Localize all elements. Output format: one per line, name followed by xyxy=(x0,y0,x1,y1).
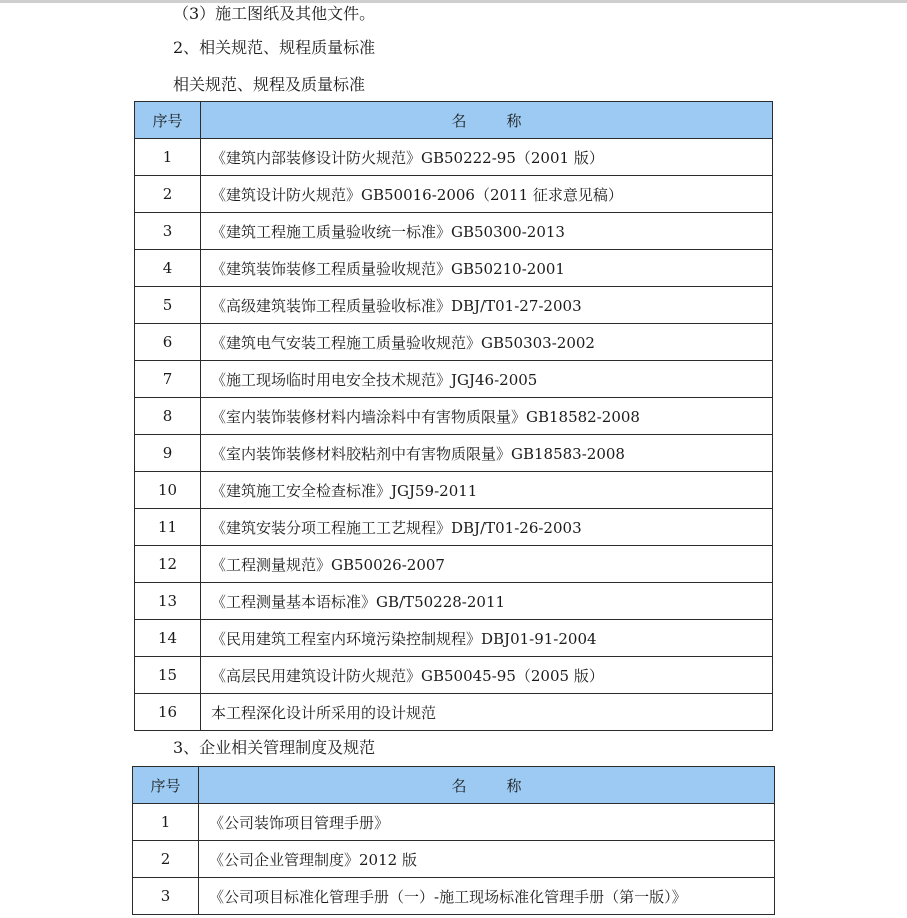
table-row xyxy=(135,583,773,620)
row-serial: 10 xyxy=(135,472,201,509)
row-name: 本工程深化设计所采用的设计规范 xyxy=(201,694,773,731)
header-name: 名称 xyxy=(199,767,775,804)
table-row xyxy=(135,620,773,657)
row-name: 《公司项目标准化管理手册（一）-施工现场标准化管理手册（第一版）》 xyxy=(199,878,775,915)
row-name: 《民用建筑工程室内环境污染控制规程》DBJ01-91-2004 xyxy=(201,620,773,657)
table-row xyxy=(135,361,773,398)
table-row xyxy=(135,287,773,324)
table-row xyxy=(133,878,775,915)
header-serial: 序号 xyxy=(133,767,199,804)
table-row xyxy=(135,509,773,546)
table-1-caption: 相关规范、规程及质量标准 xyxy=(173,75,366,94)
row-serial: 7 xyxy=(135,361,201,398)
row-name: 《建筑内部装修设计防火规范》GB50222-95（2001 版） xyxy=(201,139,773,176)
row-serial: 13 xyxy=(135,583,201,620)
table-row xyxy=(135,139,773,176)
management-table xyxy=(132,766,775,915)
table-row xyxy=(135,694,773,731)
row-name: 《建筑电气安装工程施工质量验收规范》GB50303-2002 xyxy=(201,324,773,361)
table-header-row xyxy=(133,767,775,804)
row-name: 《建筑设计防火规范》GB50016-2006（2011 征求意见稿） xyxy=(201,176,773,213)
header-name: 名称 xyxy=(201,102,773,139)
table-row xyxy=(133,804,775,841)
row-serial: 14 xyxy=(135,620,201,657)
row-serial: 3 xyxy=(133,878,199,915)
top-divider xyxy=(0,0,907,3)
table-row xyxy=(135,435,773,472)
header-serial: 序号 xyxy=(135,102,201,139)
standards-table xyxy=(134,101,773,731)
table-row xyxy=(135,398,773,435)
row-name: 《施工现场临时用电安全技术规范》JGJ46-2005 xyxy=(201,361,773,398)
row-serial: 1 xyxy=(133,804,199,841)
row-serial: 4 xyxy=(135,250,201,287)
table-row xyxy=(135,546,773,583)
row-serial: 9 xyxy=(135,435,201,472)
row-serial: 1 xyxy=(135,139,201,176)
table-row xyxy=(135,472,773,509)
row-name: 《建筑装饰装修工程质量验收规范》GB50210-2001 xyxy=(201,250,773,287)
row-serial: 11 xyxy=(135,509,201,546)
row-name: 《室内装饰装修材料胶粘剂中有害物质限量》GB18583-2008 xyxy=(201,435,773,472)
row-serial: 3 xyxy=(135,213,201,250)
row-name: 《公司企业管理制度》2012 版 xyxy=(199,841,775,878)
table-row xyxy=(133,841,775,878)
section-2-heading: 2、相关规范、规程质量标准 xyxy=(173,38,376,57)
management-table-body xyxy=(133,804,775,915)
table-row xyxy=(135,324,773,361)
row-serial: 8 xyxy=(135,398,201,435)
row-serial: 5 xyxy=(135,287,201,324)
row-name: 《建筑工程施工质量验收统一标准》GB50300-2013 xyxy=(201,213,773,250)
row-name: 《建筑安装分项工程施工工艺规程》DBJ/T01-26-2003 xyxy=(201,509,773,546)
row-name: 《工程测量基本语标准》GB/T50228-2011 xyxy=(201,583,773,620)
table-row xyxy=(135,213,773,250)
table-header-row xyxy=(135,102,773,139)
standards-table-body xyxy=(135,139,773,731)
row-serial: 15 xyxy=(135,657,201,694)
row-name: 《高级建筑装饰工程质量验收标准》DBJ/T01-27-2003 xyxy=(201,287,773,324)
row-name: 《公司装饰项目管理手册》 xyxy=(199,804,775,841)
row-serial: 12 xyxy=(135,546,201,583)
row-serial: 2 xyxy=(133,841,199,878)
row-name: 《室内装饰装修材料内墙涂料中有害物质限量》GB18582-2008 xyxy=(201,398,773,435)
row-name: 《高层民用建筑设计防火规范》GB50045-95（2005 版） xyxy=(201,657,773,694)
table-row xyxy=(135,657,773,694)
row-serial: 16 xyxy=(135,694,201,731)
section-3-heading: 3、企业相关管理制度及规范 xyxy=(173,738,376,757)
row-name: 《工程测量规范》GB50026-2007 xyxy=(201,546,773,583)
row-serial: 2 xyxy=(135,176,201,213)
row-name: 《建筑施工安全检查标准》JGJ59-2011 xyxy=(201,472,773,509)
item-3-text: （3）施工图纸及其他文件。 xyxy=(173,4,376,23)
row-serial: 6 xyxy=(135,324,201,361)
table-row xyxy=(135,250,773,287)
table-row xyxy=(135,176,773,213)
